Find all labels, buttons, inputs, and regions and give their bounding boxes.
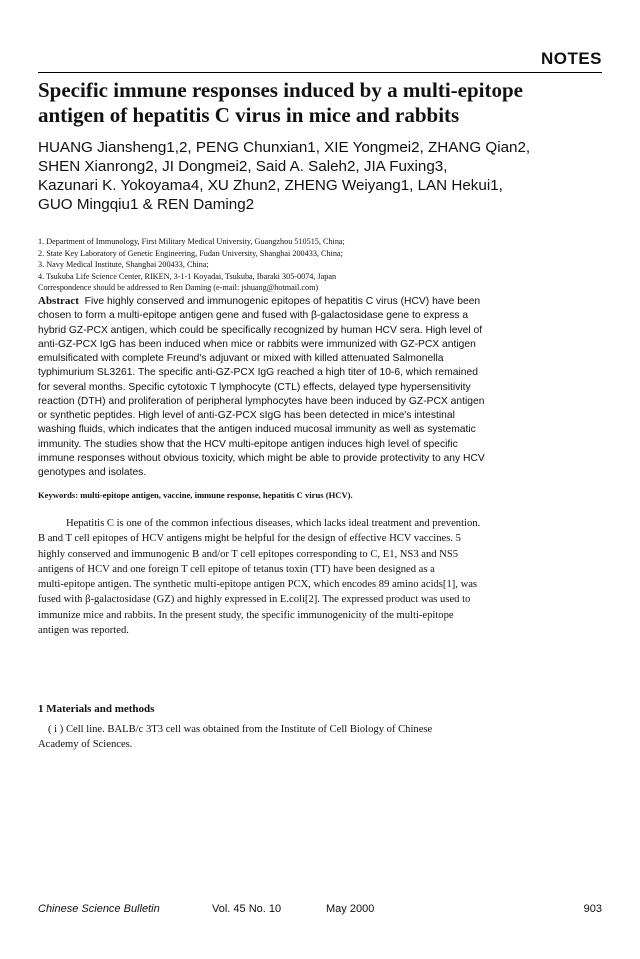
page-number: 903 <box>583 903 602 915</box>
correspondence-note: Correspondence should be addressed to Ren Daming (e-mail: jshuang@hotmail.com) <box>38 283 319 292</box>
article-title <box>38 78 608 128</box>
body-line: antigens of HCV and one foreign T cell epitope of tetanus toxin (TT) have been designed as a <box>38 563 435 575</box>
affiliation-list <box>38 236 608 294</box>
affiliation: 2. State Key Laboratory of Genetic Engineering, Fudan University, Shanghai 200433, China; <box>38 248 343 258</box>
abstract-line: emulsificated with complete Freund's adjuvant or mixed with killed attenuated Salmonella <box>38 353 444 364</box>
affiliation: 4. Tsukuba Life Science Center, RIKEN, 3-1-1 Koyadai, Tsukuba, Ibaraki 305-0074, Japan <box>38 271 337 281</box>
author-line: Kazunari K. Yokoyama4, XU Zhun2, ZHENG Weiyang1, LAN Hekui1, <box>38 177 503 194</box>
abstract-line: reaction (DTH) and proliferation of peripheral lymphocytes have been induced by GZ-PCX antigen <box>38 395 485 407</box>
abstract <box>38 294 604 480</box>
abstract-label: Abstract <box>38 295 79 307</box>
body-line: immunize mice and rabbits. In the present study, the specific immunogenicity of the multi-epitope <box>38 609 454 621</box>
issue-date: May 2000 <box>326 903 375 915</box>
abstract-line: hybrid GZ-PCX antigen, which could be specifically recognized by human HCV sera. High level of <box>38 324 483 336</box>
cell-line-paragraph <box>38 722 604 753</box>
header-rule <box>38 72 602 73</box>
body-line: fused with β-galactosidase (GZ) and highly expressed in E.coli[2]. The expressed product was used to <box>38 594 471 606</box>
abstract-line: washing fluids, which indicates that the antigen induced mucosal immunity as well as systematic <box>38 424 476 436</box>
body-line: Academy of Sciences. <box>38 739 133 751</box>
abstract-line: Five highly conserved and immunogenic epitopes of hepatitis C virus (HCV) have been <box>84 296 481 307</box>
journal-name: Chinese Science Bulletin <box>38 903 160 915</box>
abstract-first-line <box>38 294 604 309</box>
author-line: HUANG Jiansheng1,2, PENG Chunxian1, XIE Yongmei2, ZHANG Qian2, <box>38 139 531 156</box>
abstract-line: chosen to form a multi-epitope antigen gene and fused with β-galactosidase gene to express a <box>38 310 469 322</box>
body-line: B and T cell epitopes of HCV antigens might be helpful for the design of effective HCV vaccines. 5 <box>38 533 461 545</box>
body-line: Hepatitis C is one of the common infectious diseases, which lacks ideal treatment and prevention. <box>66 518 481 529</box>
author-line: SHEN Xianrong2, JI Dongmei2, Said A. Saleh2, JIA Fuxing3, <box>38 158 448 175</box>
author-list <box>38 138 608 214</box>
section-heading: 1 Materials and methods <box>38 703 155 715</box>
body-line: highly conserved and immunogenic B and/or T cell epitopes corresponding to C, E1, NS3 and NS5 <box>38 548 459 560</box>
author-line: GUO Mingqiu1 & REN Daming2 <box>38 196 255 213</box>
volume-issue: Vol. 45 No. 10 <box>212 903 282 915</box>
affiliation: 3. Navy Medical Institute, Shanghai 200433, China; <box>38 260 209 269</box>
abstract-line: for several months. Specific cytotoxic T lymphocyte (CTL) effects, delayed type hypersensitivity <box>38 381 471 393</box>
title-line: Specific immune responses induced by a multi-epitope <box>38 78 523 102</box>
keywords: Keywords: multi-epitope antigen, vaccine, immune response, hepatitis C virus (HCV). <box>38 490 353 500</box>
body-line: multi-epitope antigen. The synthetic multi-epitope antigen PCX, which encodes 89 amino acids[1], was <box>38 579 478 591</box>
affiliation: 1. Department of Immunology, First Military Medical University, Guangzhou 510515, China; <box>38 237 345 246</box>
abstract-line: anti-GZ-PCX IgG has been induced when mice or rabbits were immunized with GZ-PCX antigen <box>38 338 476 350</box>
intro-paragraph <box>38 516 604 638</box>
abstract-line: genotypes and isolates. <box>38 467 147 478</box>
section-tag: NOTES <box>540 49 602 68</box>
body-line: ( i ) Cell line. BALB/c 3T3 cell was obtained from the Institute of Cell Biology of Chinese <box>48 724 433 735</box>
page-footer <box>38 903 602 915</box>
abstract-line: or synthetic peptides. High level of anti-GZ-PCX sIgG has been detected in mice's intestinal <box>38 410 455 421</box>
abstract-line: typhimurium SL3261. The specific anti-GZ-PCX IgG reached a high titer of 10-6, which remained <box>38 367 478 379</box>
abstract-line: immunity. The studies show that the HCV multi-epitope antigen induces high level of specific <box>38 438 458 450</box>
title-line: antigen of hepatitis C virus in mice and rabbits <box>38 103 460 127</box>
abstract-line: immune responses without obvious toxicity, which might be able to provide protectivity to any HCV <box>38 452 485 464</box>
body-line: antigen was reported. <box>38 625 129 637</box>
